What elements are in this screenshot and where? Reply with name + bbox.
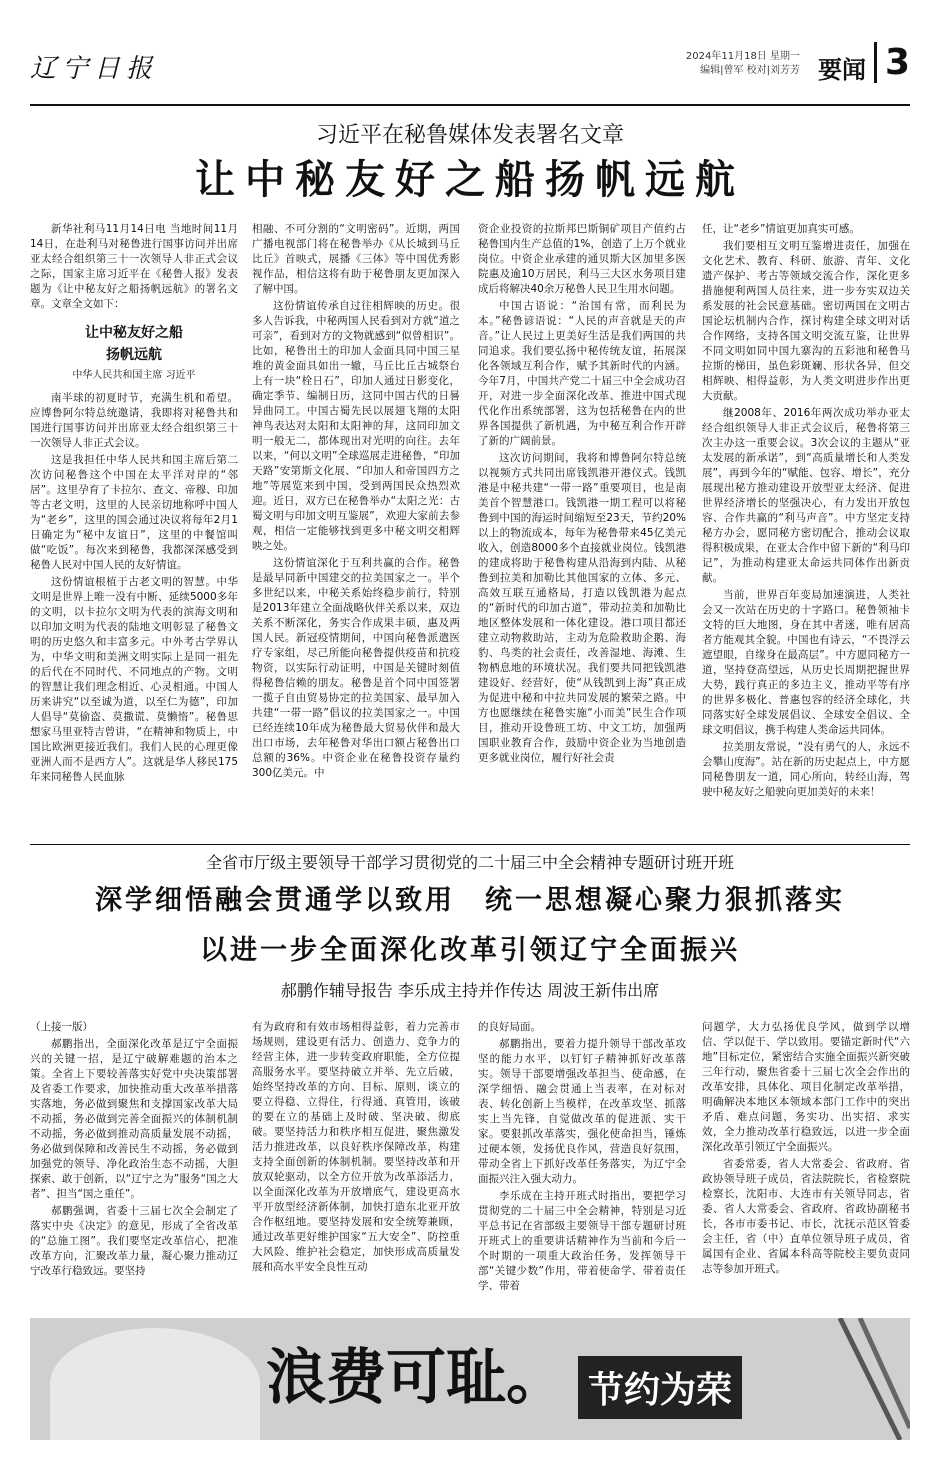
article2-paragraph: 李乐成在主持开班式时指出，要把学习贯彻党的二十届三中全会精神，特别是习近平总书记在省部级主要领导干部专题研讨班开班式上的重要讲话精神作为当前和今后一个时期的一项重大政治任务，发挥领导干部“关键少数”作用，带着使命学、带着责任学、带着 bbox=[478, 1190, 686, 1292]
article2-column-3 bbox=[478, 1020, 686, 1305]
article1-column-3 bbox=[478, 222, 686, 842]
article2-column-4 bbox=[702, 1020, 910, 1305]
article1-column-4 bbox=[702, 222, 910, 842]
essay-title bbox=[30, 322, 238, 366]
article2-paragraph: 有为政府和有效市场相得益彰，着力完善市场规则，建设更有活力、创造力、竞争力的经营主体，进一步转变政府职能，全方位提高服务水平。要坚持破立并举、先立后破，始终坚持改革的方向、目标、原则，谈立的要立得稳、立得住，行得通、真管用，该破的要在立的基础上及时破、坚决破、彻底破。要坚持活力和秩序相互促进，聚焦激发活力推进改革，以良好秩序保障改革，构建支持全面创新的体制机制。要坚持改革和开放双轮驱动，以全方位开放为改革添活力，以全面深化改革为开放增底气，建设更高水平开放型经济新体制，加快打造东北亚开放合作枢纽地。要坚持发展和安全统筹兼顾，通过改革更好维护国家“五大安全”、防控重大风险、维护社会稳定，加快形成高质量发展和高水平安全良性互动 bbox=[252, 1021, 460, 1273]
essay-title-line-2: 扬帆远航 bbox=[106, 347, 162, 363]
essay-title-line-1: 让中秘友好之船 bbox=[85, 325, 183, 341]
article1-paragraph: 相融、不可分割的“文明密码”。近期，两国广播电视部门将在秘鲁举办《从长城到马丘比丘》首映式，展播《三体》等中国优秀影视作品，相信这将有助于秘鲁朋友更加深入了解中国。 bbox=[252, 223, 460, 295]
masthead-rule bbox=[30, 104, 910, 106]
issue-meta bbox=[686, 50, 800, 78]
article2-paragraph: 郝鹏指出，要着力提升领导干部改革攻坚的能力水平，以钉钉子精神抓好改革落实。领导干部要增强改革担当、使命感，在深学细悟、融会贯通上当表率，在对标对表、转化创新上当模样，在改革攻坚、抓落实上当先锋，自觉做改革的促进派、实干家。要狠抓改革落实，强化使命担当，锤炼过硬本领，发扬优良作风，营造良好氛围，带动全省上下抓好改革任务落实，为辽宁全面振兴注入强大动力。 bbox=[478, 1038, 686, 1185]
article1-headline: 让中秘友好之船扬帆远航 bbox=[195, 157, 745, 203]
masthead bbox=[30, 44, 910, 100]
section-label: 要闻 bbox=[818, 56, 866, 84]
article1-paragraph: 中国古语说：“治国有常，而利民为本。”秘鲁谚语说：“人民的声音就是天的声音。”让人民过上更美好生活是我们两国的共同追求。我们要弘扬中秘传统友谊，拓展深化各领域互利合作，赋予其新时代的内涵。今年7月，中国共产党二十届三中全会成功召开，对进一步全面深化改革、推进中国式现代化作出系统部署，这为包括秘鲁在内的世界各国提供了新机遇，为中秘互利合作开辟了新的广阔前景。 bbox=[478, 300, 686, 447]
article2-subhead: 郝鹏作辅导报告 李乐成主持并作传达 周波王新伟出席 bbox=[280, 981, 660, 1000]
paper-name: 辽宁日报 bbox=[30, 54, 159, 84]
banner-slogan-main: 浪费可耻。 bbox=[266, 1343, 566, 1413]
essay-author: 中华人民共和国主席 习近平 bbox=[72, 370, 196, 381]
article1-paragraph: 这是我担任中华人民共和国主席后第二次访问秘鲁这个中国在太平洋对岸的“邻居”。这里孕育了卡拉尔、查文、帝穆、印加等古老文明，这里的人民亲切地称呼中国人为“老乡”，这里的国会通过决议将每年2月1日确定为“秘中友谊日”，这里的中餐馆叫做“吃饭”。每次来到秘鲁，我都深深感受到秘鲁人民对中国人民的友好情谊。 bbox=[30, 454, 238, 571]
article1-column-1 bbox=[30, 222, 238, 842]
article-divider bbox=[30, 844, 910, 845]
article1-paragraph: 资企业投资的拉斯邦巴斯铜矿项目产值约占秘鲁国内生产总值的1%，创造了上万个就业岗位。中资企业承建的通贝斯大区加里多医院惠及逾10万居民，利马三大区水务项目建成后将解决40余万秘鲁人民卫生用水问题。 bbox=[478, 223, 686, 295]
article2-paragraph: 郝鹏指出，全面深化改革是辽宁全面振兴的关键一招，是辽宁破解难题的治本之策。全省上下要较善落实好党中央决策部署及省委工作要求，加快推动重大改革举措落实落地，务必做到聚焦和支撑国家改革大局不动摇，务必做到完善全面振兴的体制机制不动摇，务必做到推动高质量发展不动摇，务必做到保障和改善民生不动摇，务必做到加强党的领导、净化政治生态不动摇，大胆探索、敢于创新，以“辽宁之为”服务“国之大者”、担当“国之重任”。 bbox=[30, 1038, 238, 1200]
article2-paragraph: 省委常委，省人大常委会、省政府、省政协领导班子成员，省法院院长，省检察院检察长，沈阳市、大连市有关领导同志，省委、省人大常委会、省政府、省政协副秘书长，各市市委书记、市长，沈抚示范区管委会主任，省（中）直单位领导班子成员，省属国有企业、省属本科高等院校主要负责同志等参加开班式。 bbox=[702, 1158, 910, 1275]
page-number: 3 bbox=[874, 42, 910, 83]
chopsticks-icon bbox=[820, 1318, 910, 1440]
article2-column-2 bbox=[252, 1020, 460, 1305]
article1-paragraph: 我们要相互文明互鉴增进责任，加强在文化艺术、教育、科研、旅游、青年、文化遗产保护、考古等领域交流合作，深化更多措施便利两国人员往来，进一步夯实双边关系发展的社会民意基础。密切两国在文明古国论坛机制内合作，探讨构建全球文明对话合作网络，支持各国文明交流互鉴，让世界不同文明如同中国九寨沟的五彩池和秘鲁马拉斯的梯田，虽色彩斑斓、形状各异，但交相辉映、相得益彰，为人类文明进步作出更大贡献。 bbox=[702, 240, 910, 402]
article2-paragraph: 的良好局面。 bbox=[478, 1021, 541, 1033]
editor-line: 编辑|曾军 校对|刘芳芳 bbox=[700, 65, 800, 76]
article1-paragraph: 这份情谊根植于古老文明的智慧。中华文明是世界上唯一没有中断、延续5000多年的文明，以卡拉尔文明为代表的滨海文明和以印加文明为代表的陆地文明彰显了秘鲁文明的历史悠久和丰富多元。中外考古学界认为，中华文明和美洲文明实际上是同一祖先的后代在不同时代、不同地点的产物。文明的智慧让我们理念相近、心灵相通。中国人历来讲究“以至诚为道，以至仁为德”，印加人倡导“莫偷盗、莫撒谎、莫懒惰”。秘鲁思想家马里亚特吉曾讲，“在精神和物质上，中国比欧洲更接近我们。我们人民的心理更像亚洲人而不是西方人”。这就是华人移民175年来同秘鲁人民血脉 bbox=[30, 576, 238, 783]
article1-lead-paragraph: 新华社利马11月14日电 当地时间11月14日，在赴利马对秘鲁进行国事访问并出席亚太经合组织第三十一次领导人非正式会议之际，国家主席习近平在《秘鲁人报》发表题为《让中秘友好之船扬帆远航》的署名文章。文章全文如下： bbox=[30, 223, 238, 310]
article2-column-1 bbox=[30, 1020, 238, 1305]
banner-slogan-secondary: 节约为荣 bbox=[578, 1356, 742, 1419]
article1-paragraph: 这次访问期间，我将和博鲁阿尔特总统以视频方式共同出席钱凯港开港仪式。钱凯港是中秘共建“一带一路”重要项目，也是南美首个智慧港口。钱凯港一期工程可以将秘鲁到中国的海运时间缩短至23天，节约20%以上的物流成本，每年为秘鲁带来45亿美元收入，创造8000多个直接就业岗位。钱凯港的建成将助于秘鲁构建从沿海到内陆、从秘鲁到拉美和加勒比其他国家的立体、多元、高效互联互通格局，打造以钱凯港为起点的“新时代的印加古道”，带动拉美和加勒比地区整体发展和一体化建设。港口项目都还建立动物救助站，主动为危险救助企鹅、海豹、鸟类的社会责任，改善湿地、海滩、生物栖息地的环境状况。我们要共同把钱凯港建设好、经营好，使“从钱凯到上海”真正成为促进中秘和中拉共同发展的繁荣之路。中方也愿继续在秘鲁实施“小而美”民生合作项目，推动开设鲁班工坊、中文工坊，加强两国职业教育合作，鼓励中资企业为当地创造更多就业岗位，履行好社会责 bbox=[478, 452, 686, 764]
article2-headline-line-2: 以进一步全面深化改革引领辽宁全面振兴 bbox=[200, 935, 740, 966]
article1-paragraph: 南半球的初夏时节，充满生机和希望。应博鲁阿尔特总统邀请，我即将对秘鲁共和国进行国事访问并出席亚太经合组织第三十一次领导人非正式会议。 bbox=[30, 392, 238, 449]
rice-bowl-image bbox=[50, 1328, 260, 1440]
article1-paragraph: 这份情谊深化于互利共赢的合作。秘鲁是最早同新中国建交的拉美国家之一。半个多世纪以来，中秘关系始终稳步前行，特别是2013年建立全面战略伙伴关系以来，双边关系不断深化，务实合作成果丰硕，惠及两国人民。新冠疫情期间，中国向秘鲁派遣医疗专家组，尽己所能向秘鲁提供疫苗和抗疫物资，以实际行动证明，中国是关键时刻值得秘鲁信赖的朋友。秘鲁是首个同中国签署一揽子自由贸易协定的拉美国家、最早加入共建“一带一路”倡议的拉美国家之一。中国已经连续10年成为秘鲁最大贸易伙伴和最大出口市场，去年秘鲁对华出口额占秘鲁出口总额的36%。中资企业在秘鲁投资存量约300亿美元。中 bbox=[252, 557, 460, 779]
article2-kicker: 全省市厅级主要领导干部学习贯彻党的二十届三中全会精神专题研讨班开班 bbox=[205, 853, 734, 872]
article2-paragraph: 郝鹏强调，省委十三届七次全会制定了落实中央《决定》的意见，形成了全省改革的“总施工图”。我们要坚定改革信心，把准改革方向，汇聚改革力量，凝心聚力推动辽宁改革行稳致远。要坚持 bbox=[30, 1205, 238, 1277]
article1-paragraph: 继2008年、2016年两次成功举办亚太经合组织领导人非正式会议后，秘鲁将第三次主办这一重要会议。3次会议的主题从“亚太发展的新承诺”，到“高质量增长和人类发展”，再到今年的“赋能、包容、增长”，充分展现出秘方推动建设开放型亚太经济、促进世界经济增长的坚强决心，有力发出开放包容、合作共赢的“利马声音”。中方坚定支持秘方办会，愿同秘方密切配合，推动会议取得积极成果，在亚太合作中留下新的“利马印记”，为推动构建亚太命运共同体作出新贡献。 bbox=[702, 407, 910, 584]
article1-column-2 bbox=[252, 222, 460, 842]
article1-paragraph: 这份情谊传承自过往相辉映的历史。很多人告诉我，中秘两国人民看到对方就“道之可亲”，看到对方的文物就感到“似曾相识”。比如，秘鲁出土的印加人金面具同中国三星堆的黄金面具如出一辙，马丘比丘古城祭台上有一块“栓日石”，印加人通过日影变化，确定季节、编制日历，这同中国古代的日晷异曲同工。中国古蜀先民以展翅飞翔的太阳神鸟表达对太阳和太阳神的拜，这同印加文明一般无二，都体现出对光明的向往。去年以来，“何以文明”全球巡展走进秘鲁，“印加天路”安第斯文化展、“印加人和帝国四方之地”等展览来到中国，受到两国民众热烈欢迎。近日，双方已在秘鲁举办“太阳之光：古蜀文明与印加文明互鉴展”，欢迎大家前去参观，相信一定能够找到更多中秘文明交相辉映之处。 bbox=[252, 300, 460, 552]
article2-paragraph: 问题学，大力弘扬优良学风，做到学以增信、学以促干、学以致用。要锚定新时代“六地”目标定位，紧密结合实施全面振兴新突破三年行动，聚焦省委十三届七次全会作出的改革安排，具体化、项目化制定改革举措，明确解决本地区本领域本部门工作中的突出矛盾、难点问题，务实功、出实招、求实效，全力推动改革行稳致远，以进一步全面深化改革引领辽宁全面振兴。 bbox=[702, 1021, 910, 1153]
article1-paragraph: 拉美朋友常说，“没有勇气的人，永远不会攀山度海”。站在新的历史起点上，中方愿同秘鲁朋友一道，同心所向，转经山海，驾驶中秘友好之船驶向更加美好的未来！ bbox=[702, 741, 910, 798]
article2-paragraph: （上接一版） bbox=[30, 1021, 93, 1033]
public-service-banner bbox=[30, 1318, 910, 1440]
article1-paragraph: 当前，世界百年变局加速演进，人类社会又一次站在历史的十字路口。秘鲁领袖卡文特的巨大地图，身在其中者迷，唯有居高者方能观其全貌。中国也有诗云，“不畏浮云遮望眼，自缘身在最高层”。中方愿同秘方一道，坚持登高望远，从历史长周期把握世界大势，践行真正的多边主义，推动平等有序的世界多极化、普惠包容的经济全球化，共同落实好全球发展倡议、全球安全倡议、全球文明倡议，携手构建人类命运共同体。 bbox=[702, 589, 910, 736]
article1-kicker: 习近平在秘鲁媒体发表署名文章 bbox=[315, 123, 624, 148]
article1-paragraph: 任，让“老乡”情谊更加真实可感。 bbox=[702, 223, 860, 235]
article2-headline-line-1: 深学细悟融会贯通学以致用 统一思想凝心聚力狠抓落实 bbox=[95, 885, 845, 916]
date-line: 2024年11月18日 星期一 bbox=[685, 51, 800, 62]
